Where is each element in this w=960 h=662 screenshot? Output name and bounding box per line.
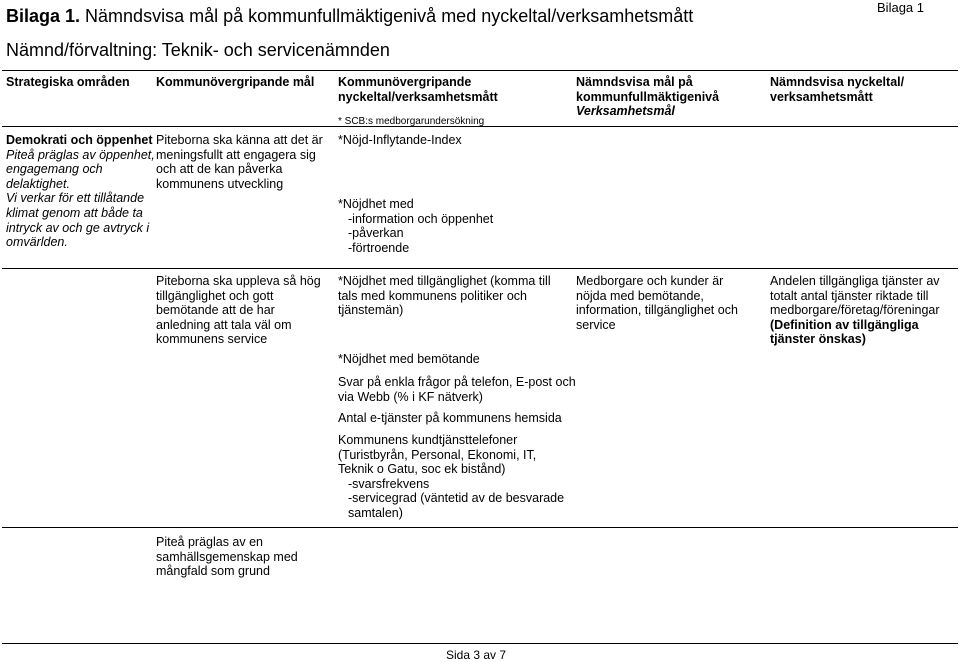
row-separator xyxy=(2,268,958,269)
kpi-2-4: Antal e-tjänster på kommunens hemsida xyxy=(338,411,562,425)
header-municipal-goals: Kommunövergripande mål xyxy=(156,75,315,89)
kpi-1-2-item: -påverkan xyxy=(348,226,404,241)
goal-1: Piteborna ska känna att det är meningsfullt att engagera sig och att de kan påverka kommunens utveckling xyxy=(156,133,323,191)
header-municipal-kpi-note: * SCB:s medborgarundersökning xyxy=(338,116,485,127)
goals-table xyxy=(2,70,958,643)
board-kpi-2-note: (Definition av tillgängliga tjänster önskas) xyxy=(770,317,919,347)
table-bottom-rule xyxy=(2,643,958,644)
header-board-kpi-line1: Nämndsvisa nyckeltal/ xyxy=(770,75,905,89)
strategic-area-cell xyxy=(6,133,156,250)
header-municipal-kpi xyxy=(338,75,568,104)
document-title xyxy=(6,6,693,27)
page-label: Bilaga 1 xyxy=(877,0,924,15)
kpi-1-1: *Nöjd-Inflytande-Index xyxy=(338,133,462,147)
board-goal-2: Medborgare och kunder är nöjda med bemötande, information, tillgänglighet och service xyxy=(576,274,738,332)
board-kpi-2-text: Andelen tillgängliga tjänster av totalt antal tjänster riktade till medborgare/företag/föreningar xyxy=(770,274,940,318)
title-prefix: Bilaga 1. xyxy=(6,6,81,26)
strategic-area-body2: Vi verkar för ett tillåtande klimat genom att både ta intryck av och ge avtryck i omvärlden. xyxy=(6,191,150,250)
strategic-area-body: Piteå präglas av öppenhet, engagemang och delaktighet. xyxy=(6,147,155,191)
header-municipal-kpi-line1: Kommunövergripande xyxy=(338,75,472,89)
goal-3: Piteå präglas av en samhällsgemenskap med mångfald som grund xyxy=(156,535,298,579)
header-board-goals-line2: kommunfullmäktigenivå xyxy=(576,89,720,104)
header-board-goals xyxy=(576,75,761,119)
kpi-1-2-item: -information och öppenhet xyxy=(348,211,494,226)
title-text: Nämndsvisa mål på kommunfullmäktigenivå med nyckeltal/verksamhetsmått xyxy=(85,6,694,26)
header-board-goals-line3: Verksamhetsmål xyxy=(576,104,675,119)
page-footer: Sida 3 av 7 xyxy=(446,648,507,662)
kpi-2-3: Svar på enkla frågor på telefon, E-post och via Webb (% i KF nätverk) xyxy=(338,375,576,404)
header-municipal-kpi-line2: nyckeltal/verksamhetsmått xyxy=(338,89,498,104)
kpi-2-5-item: -servicegrad (väntetid av de besvarade samtalen) xyxy=(348,491,565,520)
kpi-2-5 xyxy=(338,433,574,521)
kpi-2-1: *Nöjdhet med tillgänglighet (komma till tals med kommunens politiker och tjänstemän) xyxy=(338,274,551,318)
kpi-1-2 xyxy=(338,197,568,255)
strategic-area-title: Demokrati och öppenhet xyxy=(6,133,153,147)
header-strategic-areas: Strategiska områden xyxy=(6,75,130,89)
header-board-goals-line1: Nämndsvisa mål på xyxy=(576,75,693,89)
row-separator-2 xyxy=(2,527,958,528)
header-board-kpi xyxy=(770,75,955,104)
kpi-2-2: *Nöjdhet med bemötande xyxy=(338,352,480,366)
kpi-1-2-title: *Nöjdhet med xyxy=(338,197,414,211)
header-board-kpi-line2: verksamhetsmått xyxy=(770,89,873,104)
table-top-rule xyxy=(2,70,958,71)
kpi-2-5-item: -svarsfrekvens xyxy=(348,476,430,491)
document-subtitle: Nämnd/förvaltning: Teknik- och servicenämnden xyxy=(6,40,390,60)
board-kpi-2 xyxy=(770,274,958,347)
kpi-2-5-title: Kommunens kundtjänsttelefoner (Turistbyrån, Personal, Ekonomi, IT, Teknik o Gatu, soc ek bistånd) xyxy=(338,433,537,477)
goal-2: Piteborna ska uppleva så hög tillgänglighet och gott bemötande att de har anledning att tala väl om kommunens service xyxy=(156,274,321,347)
kpi-1-2-item: -förtroende xyxy=(348,240,410,255)
